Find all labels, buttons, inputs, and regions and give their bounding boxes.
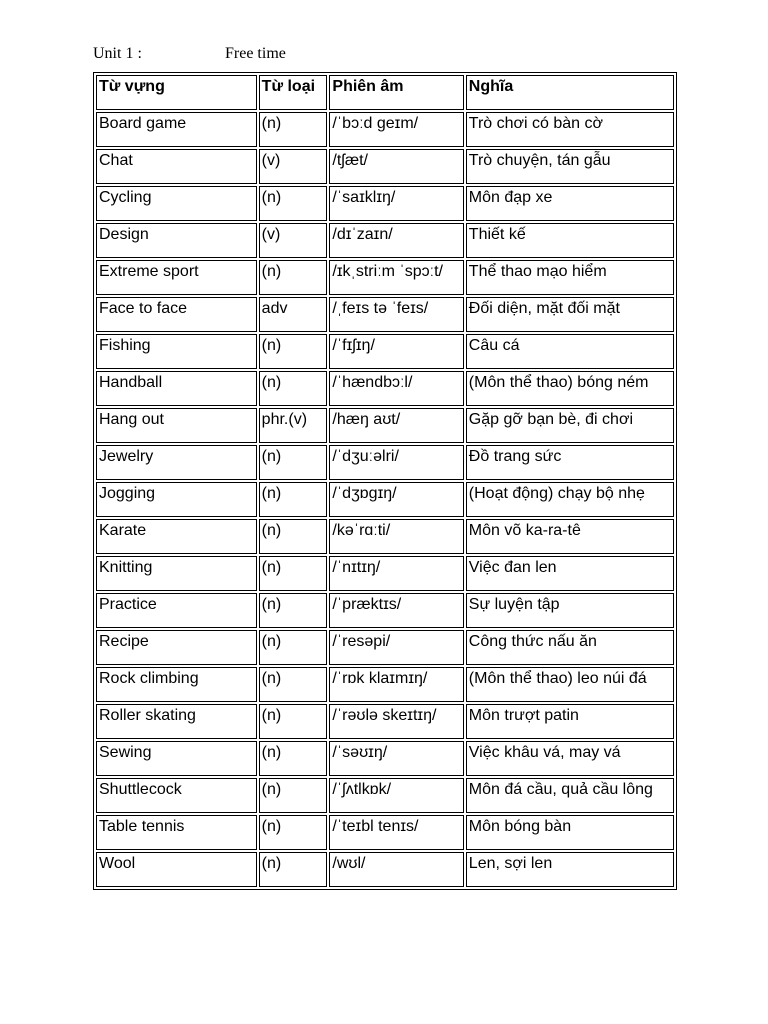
part-of-speech-cell: (n) (259, 445, 328, 480)
word-cell: Face to face (96, 297, 257, 332)
meaning-cell: Môn trượt patin (466, 704, 674, 739)
table-row (96, 445, 674, 480)
meaning-cell: Sự luyện tập (466, 593, 674, 628)
meaning-cell: (Môn thể thao) leo núi đá (466, 667, 674, 702)
part-of-speech-cell: (n) (259, 334, 328, 369)
part-of-speech-cell: (n) (259, 519, 328, 554)
word-cell: Design (96, 223, 257, 258)
table-row (96, 519, 674, 554)
column-header-meaning: Nghĩa (466, 75, 674, 110)
pronunciation-cell: /ˈdʒɒɡɪŋ/ (329, 482, 463, 517)
word-cell: Handball (96, 371, 257, 406)
word-cell: Hang out (96, 408, 257, 443)
column-header-part-of-speech: Từ loại (259, 75, 328, 110)
column-header-word: Từ vựng (96, 75, 257, 110)
pronunciation-cell: /ˈsaɪklɪŋ/ (329, 186, 463, 221)
pronunciation-cell: /ˌfeɪs tə ˈfeɪs/ (329, 297, 463, 332)
pronunciation-cell: /ˈdʒuːəlri/ (329, 445, 463, 480)
table-row (96, 260, 674, 295)
part-of-speech-cell: (v) (259, 223, 328, 258)
part-of-speech-cell: (n) (259, 112, 328, 147)
pronunciation-cell: /ˈnɪtɪŋ/ (329, 556, 463, 591)
pronunciation-cell: /kəˈrɑːti/ (329, 519, 463, 554)
pronunciation-cell: /ɪkˌstriːm ˈspɔːt/ (329, 260, 463, 295)
meaning-cell: Môn đạp xe (466, 186, 674, 221)
pronunciation-cell: /tʃæt/ (329, 149, 463, 184)
part-of-speech-cell: (n) (259, 371, 328, 406)
word-cell: Recipe (96, 630, 257, 665)
table-row (96, 593, 674, 628)
table-row (96, 667, 674, 702)
part-of-speech-cell: adv (259, 297, 328, 332)
table-row (96, 408, 674, 443)
meaning-cell: Câu cá (466, 334, 674, 369)
meaning-cell: Công thức nấu ăn (466, 630, 674, 665)
column-header-pronunciation: Phiên âm (329, 75, 463, 110)
table-row (96, 556, 674, 591)
pronunciation-cell: /ˈrɒk klaɪmɪŋ/ (329, 667, 463, 702)
meaning-cell: Gặp gỡ bạn bè, đi chơi (466, 408, 674, 443)
word-cell: Roller skating (96, 704, 257, 739)
vocabulary-table-body (96, 112, 674, 887)
meaning-cell: Len, sợi len (466, 852, 674, 887)
part-of-speech-cell: (n) (259, 260, 328, 295)
pronunciation-cell: /dɪˈzaɪn/ (329, 223, 463, 258)
meaning-cell: Môn đá cầu, quả cầu lông (466, 778, 674, 813)
part-of-speech-cell: (n) (259, 741, 328, 776)
pronunciation-cell: /hæŋ aʊt/ (329, 408, 463, 443)
meaning-cell: Việc đan len (466, 556, 674, 591)
word-cell: Knitting (96, 556, 257, 591)
meaning-cell: Thể thao mạo hiểm (466, 260, 674, 295)
table-row (96, 704, 674, 739)
table-row (96, 223, 674, 258)
meaning-cell: Thiết kế (466, 223, 674, 258)
table-row (96, 149, 674, 184)
unit-label: Unit 1 : (93, 45, 142, 62)
pronunciation-cell: /ˈresəpi/ (329, 630, 463, 665)
word-cell: Shuttlecock (96, 778, 257, 813)
pronunciation-cell: /ˈteɪbl tenɪs/ (329, 815, 463, 850)
meaning-cell: Trò chuyện, tán gẫu (466, 149, 674, 184)
word-cell: Jewelry (96, 445, 257, 480)
part-of-speech-cell: (n) (259, 186, 328, 221)
unit-topic: Free time (225, 45, 286, 62)
pronunciation-cell: /ˈhændbɔːl/ (329, 371, 463, 406)
part-of-speech-cell: (n) (259, 667, 328, 702)
part-of-speech-cell: (n) (259, 704, 328, 739)
word-cell: Chat (96, 149, 257, 184)
meaning-cell: Môn bóng bàn (466, 815, 674, 850)
word-cell: Sewing (96, 741, 257, 776)
pronunciation-cell: /ˈsəʊɪŋ/ (329, 741, 463, 776)
word-cell: Extreme sport (96, 260, 257, 295)
table-row (96, 297, 674, 332)
table-row (96, 186, 674, 221)
meaning-cell: Trò chơi có bàn cờ (466, 112, 674, 147)
table-row (96, 112, 674, 147)
word-cell: Practice (96, 593, 257, 628)
part-of-speech-cell: (n) (259, 852, 328, 887)
word-cell: Rock climbing (96, 667, 257, 702)
meaning-cell: Đồ trang sức (466, 445, 674, 480)
table-row (96, 334, 674, 369)
pronunciation-cell: /ˈbɔːd ɡeɪm/ (329, 112, 463, 147)
table-header-row (96, 75, 674, 110)
word-cell: Board game (96, 112, 257, 147)
part-of-speech-cell: (n) (259, 630, 328, 665)
pronunciation-cell: /ˈpræktɪs/ (329, 593, 463, 628)
table-row (96, 778, 674, 813)
word-cell: Cycling (96, 186, 257, 221)
part-of-speech-cell: phr.(v) (259, 408, 328, 443)
meaning-cell: (Môn thể thao) bóng ném (466, 371, 674, 406)
table-row (96, 482, 674, 517)
pronunciation-cell: /ˈrəʊlə skeɪtɪŋ/ (329, 704, 463, 739)
part-of-speech-cell: (n) (259, 593, 328, 628)
meaning-cell: Môn võ ka-ra-tê (466, 519, 674, 554)
vocabulary-table (93, 72, 677, 890)
pronunciation-cell: /ˈfɪʃɪŋ/ (329, 334, 463, 369)
table-row (96, 630, 674, 665)
word-cell: Karate (96, 519, 257, 554)
pronunciation-cell: /ˈʃʌtlkɒk/ (329, 778, 463, 813)
part-of-speech-cell: (n) (259, 778, 328, 813)
table-row (96, 371, 674, 406)
pronunciation-cell: /wʊl/ (329, 852, 463, 887)
word-cell: Table tennis (96, 815, 257, 850)
table-row (96, 815, 674, 850)
part-of-speech-cell: (v) (259, 149, 328, 184)
word-cell: Wool (96, 852, 257, 887)
part-of-speech-cell: (n) (259, 556, 328, 591)
meaning-cell: Việc khâu vá, may vá (466, 741, 674, 776)
table-row (96, 741, 674, 776)
meaning-cell: (Hoạt động) chạy bộ nhẹ (466, 482, 674, 517)
part-of-speech-cell: (n) (259, 815, 328, 850)
meaning-cell: Đối diện, mặt đối mặt (466, 297, 674, 332)
word-cell: Fishing (96, 334, 257, 369)
table-row (96, 852, 674, 887)
word-cell: Jogging (96, 482, 257, 517)
part-of-speech-cell: (n) (259, 482, 328, 517)
